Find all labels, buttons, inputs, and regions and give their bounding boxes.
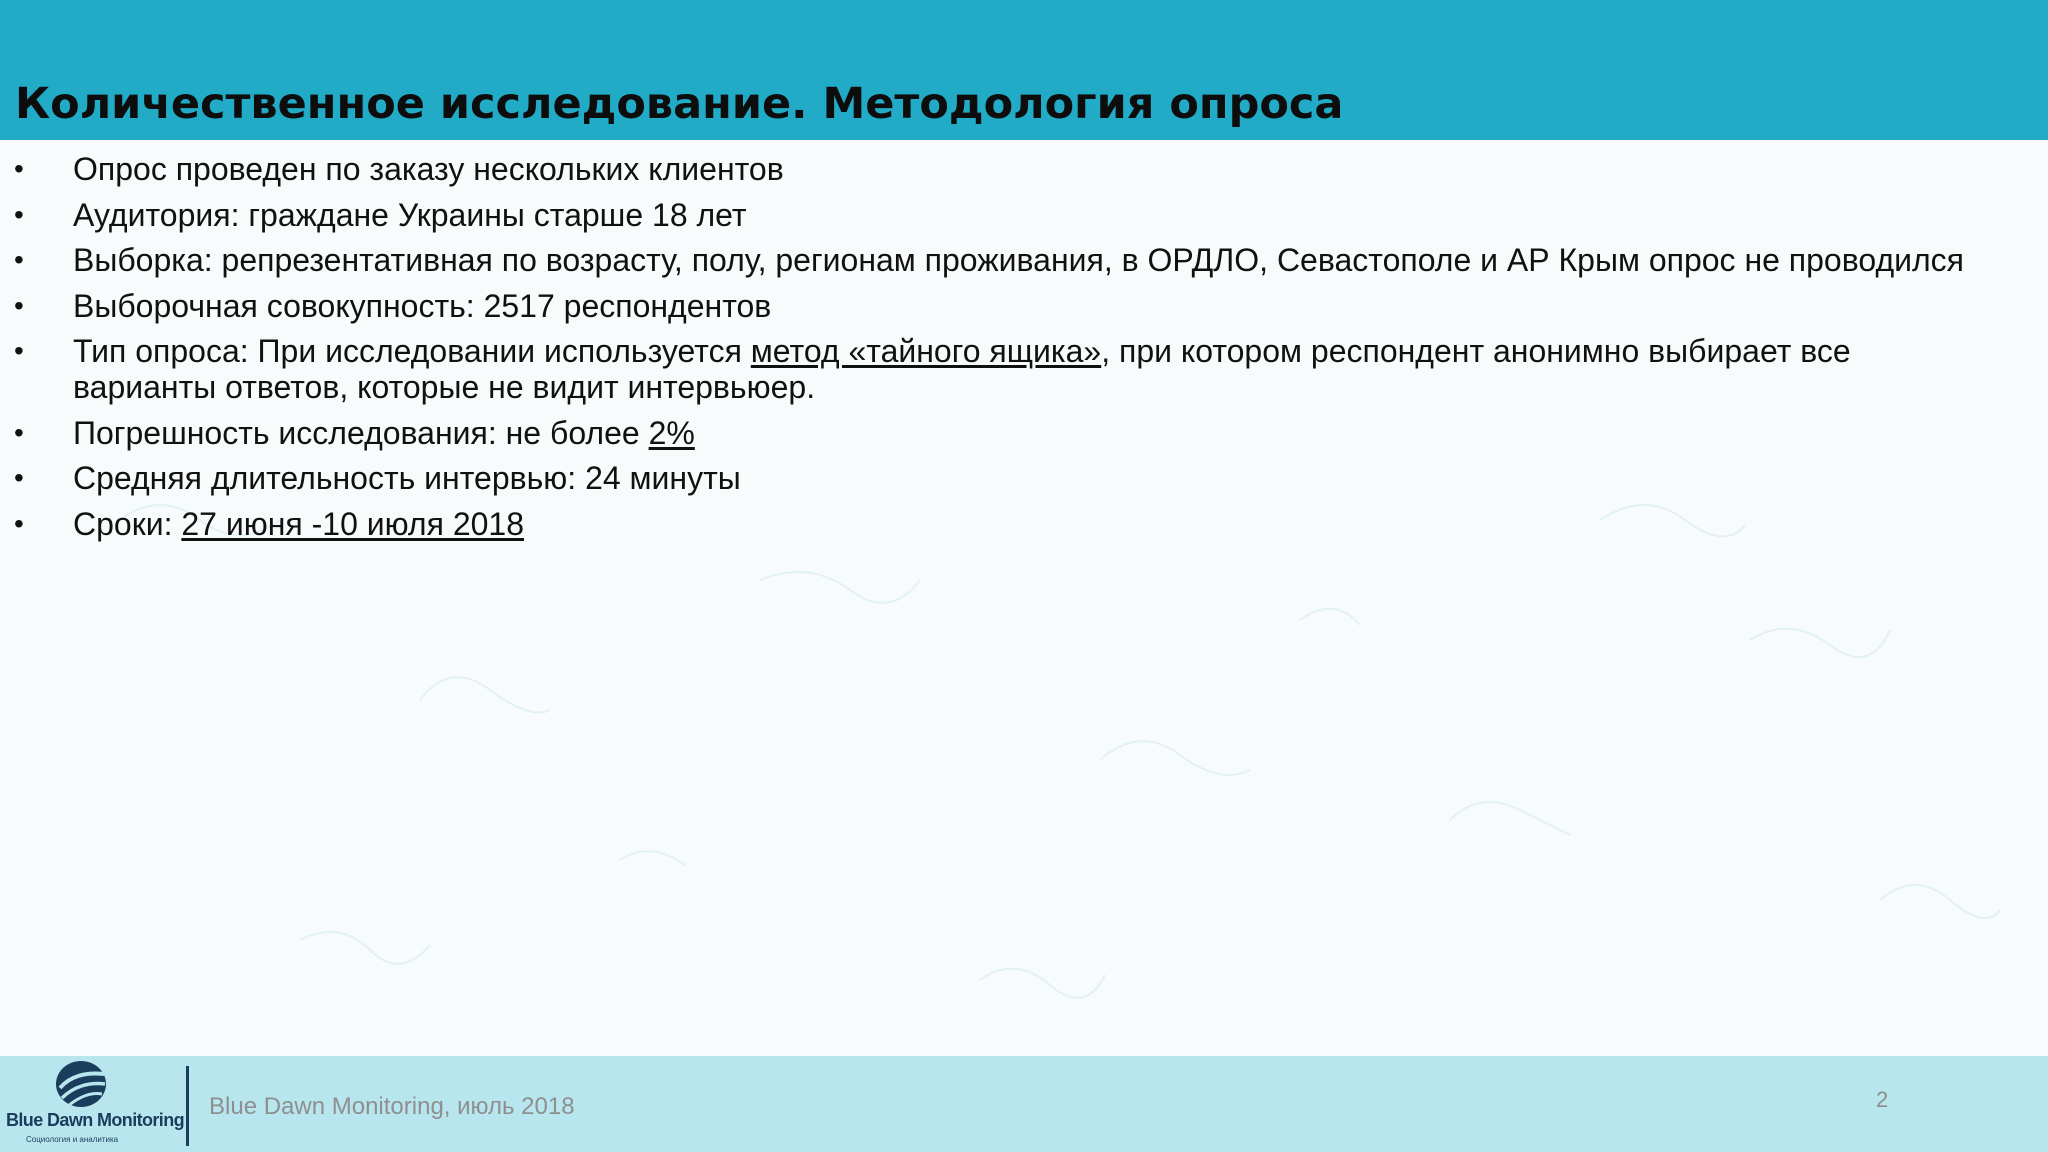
bullet-marker: • (14, 198, 24, 230)
footer-divider (186, 1066, 189, 1146)
bullet-list (0, 151, 2000, 551)
bullet-marker: • (14, 507, 24, 539)
bullet-item (0, 197, 2000, 233)
slide-title: Количественное исследование. Методология опроса (15, 79, 1344, 129)
bullet-item (0, 151, 2000, 187)
margin-of-error-link[interactable]: 2% (648, 414, 695, 451)
bullet-item (0, 333, 2000, 405)
bullet-marker: • (14, 462, 24, 493)
bullet-marker: • (14, 289, 24, 321)
swirl-globe-icon (52, 1058, 110, 1110)
dates-link[interactable]: 27 июня -10 июля 2018 (181, 505, 524, 542)
bullet-text: Средняя длительность интервью: 24 минуты (73, 460, 741, 496)
bullet-text-prefix: Тип опроса: При исследовании используется (73, 333, 751, 369)
bullet-text-prefix: Погрешность исследования: не более (73, 414, 649, 451)
bullet-item (0, 288, 2000, 324)
bullet-text-suffix: , при котором респондент анонимно выбирает все варианты ответов, которые не видит интервьюер. (73, 333, 1851, 405)
bullet-text: Опрос проведен по заказу нескольких клиентов (73, 151, 784, 187)
bullet-marker: • (14, 244, 24, 275)
footer-caption: Blue Dawn Monitoring, июль 2018 (209, 1093, 575, 1120)
logo-name: Blue Dawn Monitoring (6, 1110, 184, 1130)
bullet-marker: • (14, 335, 24, 366)
bullet-item (0, 242, 2000, 278)
page-number: 2 (1876, 1087, 1889, 1112)
bullet-text: Выборочная совокупность: 2517 респондентов (73, 287, 772, 324)
company-logo (6, 1058, 184, 1148)
method-link[interactable]: метод «тайного ящика» (750, 333, 1102, 369)
bullet-text-prefix: Сроки: (73, 505, 182, 542)
bullet-item (0, 460, 2000, 496)
bullet-item (0, 506, 2000, 542)
bullet-marker: • (14, 416, 24, 448)
bullet-text: Аудитория: граждане Украины старше 18 лет (73, 196, 747, 233)
bullet-text: Выборка: репрезентативная по возрасту, полу, регионам проживания, в ОРДЛО, Севастополе и АР Крым опрос не проводился (73, 242, 1964, 278)
bullet-item (0, 415, 2000, 451)
logo-tagline: Социология и аналитика (26, 1135, 119, 1144)
bullet-marker: • (14, 153, 24, 184)
